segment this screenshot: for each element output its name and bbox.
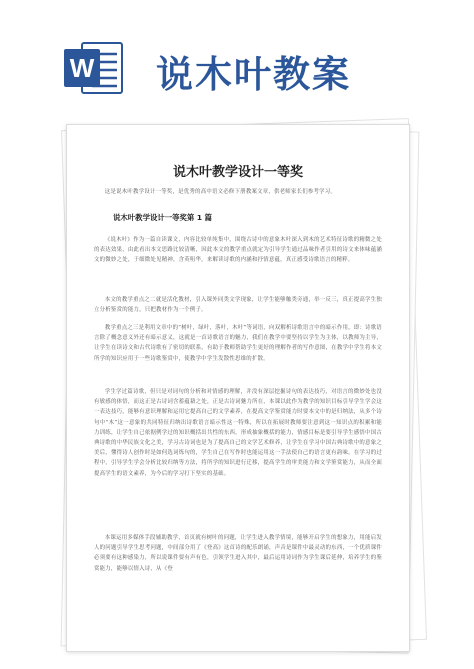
body-paragraph-3: 教学重点之三是利用文章中的“树叶，绿叶，落叶，木叶”等词语，向双解析诗歌语言中的暗示作用，即：诗歌语言除了概念意义外还有暗示意义，这就是一首诗歌语言的魅力，我们在教学中要坚持以学生为主体，以教师为主导，让学生在读诗文和古代诗歌有了密切的联系，有助于教师帮助学生更好的理解作者的写作意图，在教学中学生将本文所学的知识应用于一些诗歌鉴赏中，使教学中学生发散性思维的扩散。 — [94, 325, 382, 362]
body-paragraph-1: 《说木叶》作为一篇自读课文，内容比较单纯集中，围绕古诗中的意象木叶深入到木的艺术特征诗歌的精微之处的表达效果，由此看出本文思路比较清晰，因此本文的教学重点就定为引导学生通过品味作者引用的诗文来体味蕴涵文的微妙之处，于细微处见精神，含英咀华，来解读诗歌的内涵和抒情意蕴，真正感受诗歌语言的精粹。 — [94, 237, 382, 264]
document-title: 说木叶教学设计一等奖 — [172, 165, 303, 180]
word-icon — [62, 40, 124, 96]
document-page — [66, 124, 410, 652]
section-subtitle: 说木叶教学设计一等奖第 1 篇 — [113, 213, 212, 222]
body-paragraph-5: 本课运用多媒体手段辅助教学，首页就有树叶的问题，让学生进入教学情境，能够开启学生的想象力，用能启发人的问题引导学生思考问题，中间部分用了《登高》这首诗的配乐朗诵，声音是课件中最灵动的东西，一个优质课件必须要有这种感染力，所以说课件要有声有色，引领学生进入其中，最后运用诗词作为学生课后延伸，培养学生的鉴赏能力，能够以情入诗，从《登 — [94, 535, 382, 572]
intro-paragraph: 这是说木叶教学设计一等奖，是优秀的高中语文必修下册教案文章，供老师家长们参考学习。 — [104, 189, 337, 195]
word-logo-letter: W — [69, 53, 95, 83]
body-paragraph-4: 学生学过篇诗歌，但只是对词句的分析和对情感的理解，并没有深层挖掘诗句的表达技巧，对语言的微妙处也没有敏感的体悟，而这正是古诗词含蓄蕴藉之处，正是古诗词魅力所在，本课以此作为教学的知识目标引导学生学会这一表达技巧，能够有意识理解和运用它提高自己的文学素养，在提高文学鉴赏能力时要本文中的是归纳法，从多个诗句中“木”这一意象的共同特征归纳出诗歌语言暗示性这一特殊，所以在拓展时教师要注意到这一知识点的积累和能力训练，让学生自己依据例学过的知识概括出共性的东西，形成抽象概括的能力，情感目标是要引导学生感悟中国古典诗歌的中华民族文化之美，学习古诗词也是为了提高自己的文学艺术修养，让学生在学习中国古典诗歌中的意象之美后，懂得诗人创作时是如何选词炼句的，学生自己在写作时也能运用这一手法使自己的语言更有韵味，在学习的过程中，引导学生学会分析比较归纳等方法，将所学的知识进行迁移，提高学生的审美能力和文学鉴赏能力，从而全面提高学生的语文素养，为今后的学习打下坚实的基础。 — [94, 389, 382, 477]
page-title: 说木叶教案 — [156, 52, 351, 96]
header — [0, 0, 474, 120]
body-paragraph-2: 本文的教学重点之二就是活化教材，引入课外同类文学现象，让学生能够触类旁通，举一反三，真正提高学生独立分析鉴赏的能力，只把教材作为一个例子。 — [94, 297, 382, 314]
